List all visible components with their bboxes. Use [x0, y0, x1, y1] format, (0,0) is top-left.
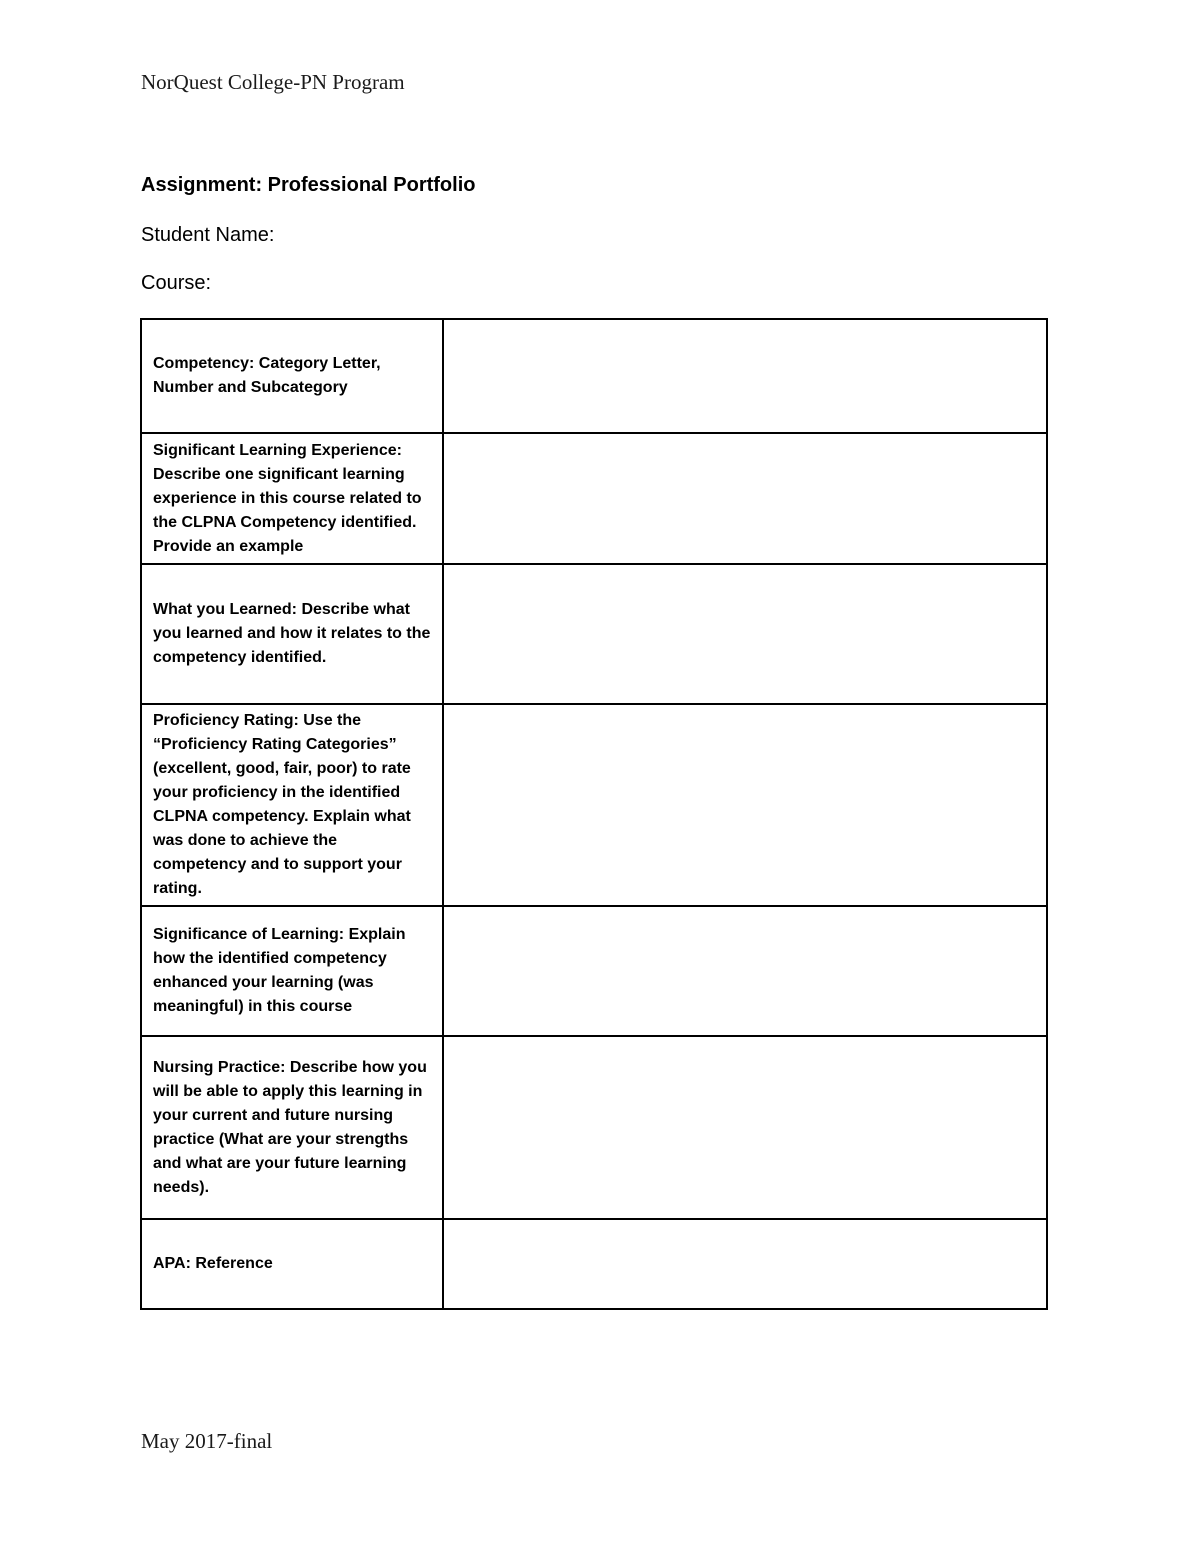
table-row-proficiency-rating: [141, 704, 1047, 906]
learning-experience-label: Significant Learning Experience: Describe one significant learning experience in this course related to the CLPNA Competency identified. Provide an example: [153, 442, 422, 555]
course-label: Course:: [141, 272, 212, 294]
table-row-learning-experience: [141, 433, 1047, 564]
what-you-learned-label-cell: [141, 564, 443, 704]
page-header: NorQuest College-PN Program: [141, 70, 405, 94]
table-row-competency: [141, 319, 1047, 433]
competency-label-cell: [141, 319, 443, 433]
proficiency-rating-label: Proficiency Rating: Use the “Proficiency Rating Categories” (excellent, good, fair, poor) to rate your proficiency in the identified CLPNA competency. Explain what was done to achieve the competency and to support your rating.: [153, 712, 411, 897]
nursing-practice-label-cell: [141, 1036, 443, 1219]
page-footer: May 2017-final: [141, 1429, 273, 1453]
significance-label: Significance of Learning: Explain how the identified competency enhanced your learning (was meaningful) in this course: [153, 926, 406, 1015]
competency-label: Competency: Category Letter, Number and Subcategory: [153, 355, 381, 396]
apa-reference-entry-field[interactable]: [443, 1219, 1047, 1309]
what-you-learned-label: What you Learned: Describe what you learned and how it relates to the competency identified.: [153, 601, 431, 666]
apa-reference-label: APA: Reference: [153, 1255, 273, 1272]
significance-label-cell: [141, 906, 443, 1036]
what-you-learned-entry-field[interactable]: [443, 564, 1047, 704]
portfolio-table: [140, 318, 1048, 1310]
significance-entry-field[interactable]: [443, 906, 1047, 1036]
assignment-title: Assignment: Professional Portfolio: [141, 174, 476, 196]
table-row-nursing-practice: [141, 1036, 1047, 1219]
proficiency-rating-label-cell: [141, 704, 443, 906]
table-row-significance: [141, 906, 1047, 1036]
table-row-apa-reference: [141, 1219, 1047, 1309]
proficiency-rating-entry-field[interactable]: [443, 704, 1047, 906]
nursing-practice-label: Nursing Practice: Describe how you will be able to apply this learning in your current and future nursing practice (What are your strengths and what are your future learning needs).: [153, 1058, 427, 1196]
table-row-what-you-learned: [141, 564, 1047, 704]
learning-experience-label-cell: [141, 433, 443, 564]
apa-reference-label-cell: [141, 1219, 443, 1309]
student-name-label: Student Name:: [141, 224, 275, 246]
nursing-practice-entry-field[interactable]: [443, 1036, 1047, 1219]
learning-experience-entry-field[interactable]: [443, 433, 1047, 564]
competency-entry-field[interactable]: [443, 319, 1047, 433]
